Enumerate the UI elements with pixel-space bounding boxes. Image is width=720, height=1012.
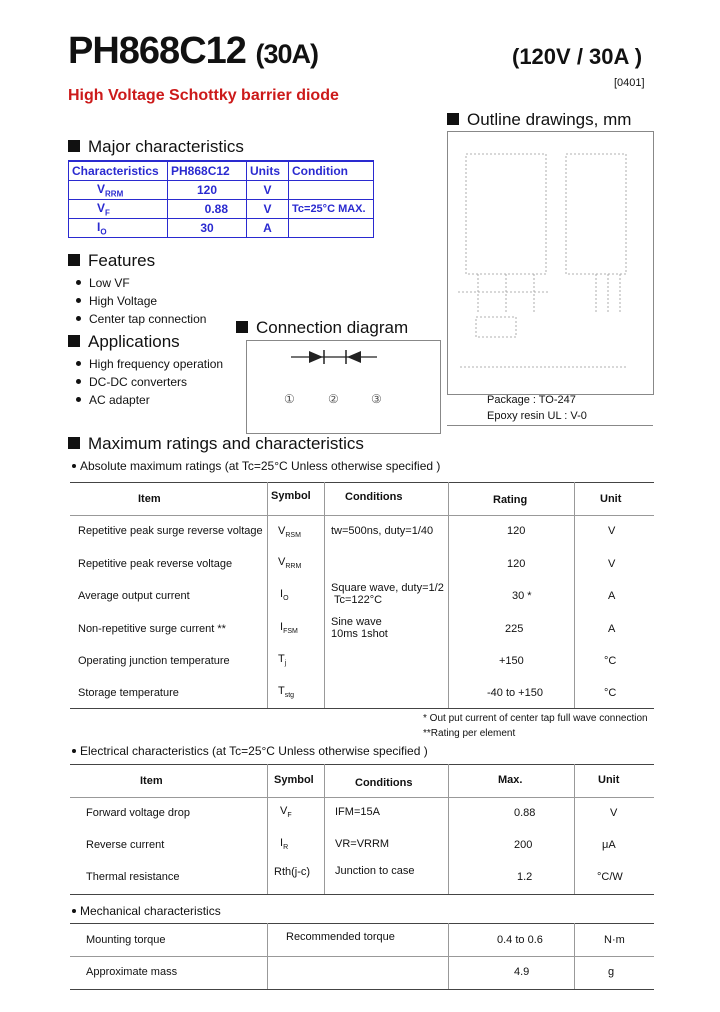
dot-bullet-icon (76, 298, 81, 303)
application-item: AC adapter (76, 393, 150, 407)
outline-section-title: Outline drawings, mm (447, 110, 631, 130)
footnote: * Out put current of center tap full wave connection (423, 713, 648, 724)
electrical-condition: IFM=15A (335, 806, 380, 818)
pin-label: ③ (371, 392, 382, 406)
electrical-unit: °C/W (597, 871, 623, 883)
mechanical-section-title: Mechanical characteristics (72, 904, 221, 918)
electrical-symbol: $I_R$ (280, 837, 289, 852)
rating-unit: °C (604, 687, 617, 699)
outline-drawing (447, 131, 654, 395)
major-section-title: Major characteristics (68, 137, 244, 157)
rating-symbol: $I_O$ (280, 588, 289, 603)
major-row: $I_O$ 30 A (69, 219, 374, 238)
application-item: DC-DC converters (76, 375, 187, 389)
major-header: Condition (289, 161, 374, 181)
electrical-item: Thermal resistance (86, 871, 180, 883)
rating-symbol: $V_{RRM}$ (278, 556, 302, 571)
rating-unit: A (608, 623, 616, 635)
mechanical-value: 4.9 (514, 966, 530, 978)
rating-symbol: $V_{RSM}$ (278, 525, 301, 540)
table-rule (70, 515, 654, 516)
connection-section-title: Connection diagram (236, 318, 408, 338)
dot-bullet-icon (76, 280, 81, 285)
major-characteristics-table (68, 160, 374, 238)
electrical-unit: V (610, 807, 618, 819)
maxratings-section-title: Maximum ratings and characteristics (68, 434, 364, 454)
table-rule (70, 894, 654, 895)
feature-item: High Voltage (76, 294, 157, 308)
features-section-title: Features (68, 251, 155, 271)
part-title (68, 30, 318, 73)
abs-ratings-title: Absolute maximum ratings (at Tc=25°C Unless otherwise specified ) (72, 459, 440, 473)
col-header: Item (138, 493, 161, 505)
col-header: Conditions (345, 491, 403, 503)
rating-condition: Square wave, duty=1/2 (331, 582, 444, 594)
table-rule (70, 764, 654, 765)
rating-condition: Sine wave (331, 616, 382, 628)
rating-item: Operating junction temperature (78, 655, 230, 667)
rating-item: Repetitive peak reverse voltage (78, 558, 233, 570)
electrical-unit: μA (602, 839, 616, 851)
mechanical-unit: g (608, 966, 615, 978)
rating-symbol: $T_j$ (278, 653, 287, 668)
rating-value: +150 (499, 655, 524, 667)
square-bullet-icon (68, 335, 80, 347)
electrical-section-title: Electrical characteristics (at Tc=25°C Unless otherwise specified ) (72, 744, 428, 758)
epoxy-label: Epoxy resin UL : V-0 (487, 410, 587, 422)
rating-condition: tw=500ns, duty=1/40 (331, 525, 434, 537)
electrical-item: Forward voltage drop (86, 807, 190, 819)
doc-code: [0401] (614, 77, 645, 89)
electrical-symbol: $V_F$ (280, 805, 292, 820)
part-current: (30A) (255, 39, 318, 69)
dot-bullet-icon (72, 909, 76, 913)
table-rule (70, 708, 654, 709)
mechanical-item: Mounting torque (86, 934, 166, 946)
major-header: PH868C12 (168, 161, 247, 181)
mechanical-condition: Recommended torque (286, 931, 395, 943)
feature-item: Low VF (76, 276, 130, 290)
rating-condition: Tc=122°C (334, 594, 383, 606)
package-label: Package : TO-247 (487, 394, 576, 406)
dot-bullet-icon (76, 397, 81, 402)
rating-unit: V (608, 525, 616, 537)
square-bullet-icon (447, 113, 459, 125)
dot-bullet-icon (72, 464, 76, 468)
rating-unit: °C (604, 655, 617, 667)
rating-symbol: $T_{stg}$ (278, 685, 295, 700)
electrical-condition: VR=VRRM (335, 838, 390, 850)
electrical-item: Reverse current (86, 839, 165, 851)
dot-bullet-icon (76, 361, 81, 366)
table-rule (70, 989, 654, 990)
col-header: Symbol (271, 490, 311, 502)
footnote: **Rating per element (423, 728, 516, 739)
dot-bullet-icon (72, 749, 76, 753)
rating-item: Storage temperature (78, 687, 179, 699)
table-rule (70, 923, 654, 924)
table-rule (70, 956, 654, 957)
electrical-value: 200 (514, 839, 533, 851)
rating-unit: A (608, 590, 616, 602)
rating-item: Average output current (78, 590, 190, 602)
rating-symbol: $I_{FSM}$ (280, 621, 298, 636)
major-row: $V_F$ 0.88 V Tc=25°C MAX. (69, 200, 374, 219)
col-header: Max. (498, 774, 523, 786)
mechanical-item: Approximate mass (86, 966, 178, 978)
table-rule (70, 797, 654, 798)
square-bullet-icon (236, 321, 248, 333)
part-subtitle: High Voltage Schottky barrier diode (68, 87, 339, 104)
rating-value: 30 * (512, 590, 532, 602)
pin-label: ② (328, 392, 339, 406)
col-header: Unit (598, 774, 620, 786)
electrical-condition: Junction to case (335, 865, 415, 877)
rating-unit: V (608, 558, 616, 570)
square-bullet-icon (68, 437, 80, 449)
col-header: Rating (493, 494, 528, 506)
electrical-value: 1.2 (517, 871, 533, 883)
mechanical-value: 0.4 to 0.6 (497, 934, 543, 946)
connection-diagram (246, 340, 441, 434)
rating-item: Non-repetitive surge current ** (78, 623, 226, 635)
electrical-value: 0.88 (514, 807, 536, 819)
major-header: Characteristics (69, 161, 168, 181)
rating-condition: 10ms 1shot (331, 628, 388, 640)
major-row: $V_{RRM}$ 120 V (69, 181, 374, 200)
electrical-symbol: Rth(j-c) (274, 866, 311, 878)
rating-value: -40 to +150 (487, 687, 543, 699)
major-header: Units (247, 161, 289, 181)
col-header: Item (140, 775, 163, 787)
application-item: High frequency operation (76, 357, 223, 371)
rating-value: 120 (507, 558, 526, 570)
applications-section-title: Applications (68, 332, 180, 352)
diode-symbol-icon (247, 341, 440, 433)
col-header: Symbol (274, 774, 314, 786)
dot-bullet-icon (76, 379, 81, 384)
table-rule (70, 482, 654, 483)
feature-item: Center tap connection (76, 312, 206, 326)
rating-value: 120 (507, 525, 526, 537)
rating-value: 225 (505, 623, 524, 635)
col-header: Conditions (355, 777, 413, 789)
outline-divider (447, 425, 653, 426)
part-number: PH868C12 (68, 30, 246, 72)
rating-item: Repetitive peak surge reverse voltage (78, 525, 263, 537)
square-bullet-icon (68, 254, 80, 266)
part-rating: (120V / 30A ) (512, 44, 643, 69)
col-header: Unit (600, 493, 622, 505)
square-bullet-icon (68, 140, 80, 152)
mechanical-unit: N·m (604, 934, 625, 946)
outline-drawing-icon (448, 132, 653, 394)
pin-label: ① (284, 392, 295, 406)
dot-bullet-icon (76, 316, 81, 321)
